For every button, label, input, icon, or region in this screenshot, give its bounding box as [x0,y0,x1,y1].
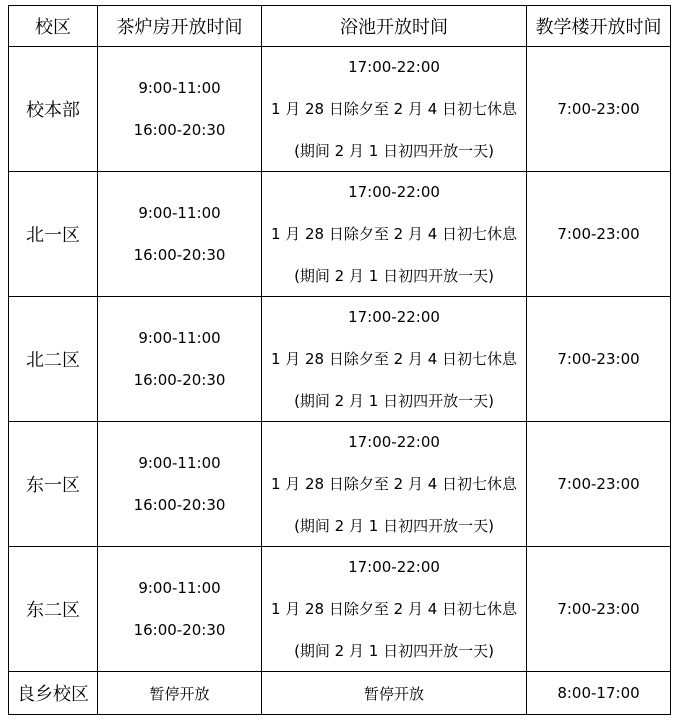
teaching-building-hours: 7:00-23:00 [527,297,671,422]
tea-morning: 9:00-11:00 [138,78,221,97]
tea-room-hours [98,297,262,422]
spacer [262,245,526,266]
table-row [9,422,671,547]
bath-hours-line: 17:00-22:00 [348,182,440,201]
bath-closure-line: 1 月 28 日除夕至 2 月 4 日初七休息 [270,349,518,368]
bath-exception-line: (期间 2 月 1 日初四开放一天) [294,641,494,660]
tea-morning: 9:00-11:00 [138,578,221,597]
campus-cell: 东一区 [9,422,98,547]
tea-room-hours [98,172,262,297]
spacer [262,120,526,141]
campus-cell: 东二区 [9,547,98,672]
spacer [98,349,261,370]
bath-closure-line: 1 月 28 日除夕至 2 月 4 日初七休息 [270,99,518,118]
header-bathhouse: 浴池开放时间 [262,6,527,47]
bath-exception-line: (期间 2 月 1 日初四开放一天) [294,141,494,160]
table-row [9,47,671,172]
bathhouse-hours [262,422,527,547]
spacer [262,370,526,391]
header-campus: 校区 [9,6,98,47]
spacer [98,474,261,495]
spacer [98,599,261,620]
bath-closure-line: 1 月 28 日除夕至 2 月 4 日初七休息 [270,474,518,493]
bath-hours-line: 17:00-22:00 [348,57,440,76]
teaching-building-hours: 7:00-23:00 [527,47,671,172]
bath-exception-line: (期间 2 月 1 日初四开放一天) [294,391,494,410]
tea-afternoon: 16:00-20:30 [133,370,226,389]
tea-room-hours [98,547,262,672]
bathhouse-hours [262,47,527,172]
spacer [262,328,526,349]
tea-morning: 9:00-11:00 [138,203,221,222]
spacer [262,578,526,599]
spacer [98,99,261,120]
tea-morning: 9:00-11:00 [138,453,221,472]
campus-cell: 校本部 [9,47,98,172]
campus-cell: 北一区 [9,172,98,297]
campus-cell: 北二区 [9,297,98,422]
bath-exception-line: (期间 2 月 1 日初四开放一天) [294,516,494,535]
table-row [9,297,671,422]
bath-hours-line: 17:00-22:00 [348,432,440,451]
bath-closure-line: 1 月 28 日除夕至 2 月 4 日初七休息 [270,224,518,243]
table-row [9,547,671,672]
spacer [262,495,526,516]
tea-room-hours [98,47,262,172]
tea-morning: 9:00-11:00 [138,328,221,347]
spacer [262,203,526,224]
bath-closure-line: 1 月 28 日除夕至 2 月 4 日初七休息 [270,599,518,618]
teaching-building-hours: 7:00-23:00 [527,547,671,672]
bath-exception-line: (期间 2 月 1 日初四开放一天) [294,266,494,285]
bathhouse-hours [262,172,527,297]
header-tea-room: 茶炉房开放时间 [98,6,262,47]
header-teaching-building: 教学楼开放时间 [527,6,671,47]
teaching-building-hours: 7:00-23:00 [527,172,671,297]
spacer [262,453,526,474]
header-row [9,6,671,47]
tea-afternoon: 16:00-20:30 [133,245,226,264]
table-row [9,172,671,297]
teaching-building-hours: 8:00-17:00 [527,672,671,715]
table-row [9,672,671,715]
tea-afternoon: 16:00-20:30 [133,620,226,639]
bathhouse-hours [262,297,527,422]
bath-hours-line: 17:00-22:00 [348,307,440,326]
tea-afternoon: 16:00-20:30 [133,495,226,514]
tea-afternoon: 16:00-20:30 [133,120,226,139]
tea-room-hours: 暂停开放 [98,672,262,715]
bathhouse-hours: 暂停开放 [262,672,527,715]
schedule-table [8,5,671,715]
spacer [98,224,261,245]
teaching-building-hours: 7:00-23:00 [527,422,671,547]
bathhouse-hours [262,547,527,672]
tea-room-hours [98,422,262,547]
bath-hours-line: 17:00-22:00 [348,557,440,576]
spacer [262,620,526,641]
campus-cell: 良乡校区 [9,672,98,715]
spacer [262,78,526,99]
